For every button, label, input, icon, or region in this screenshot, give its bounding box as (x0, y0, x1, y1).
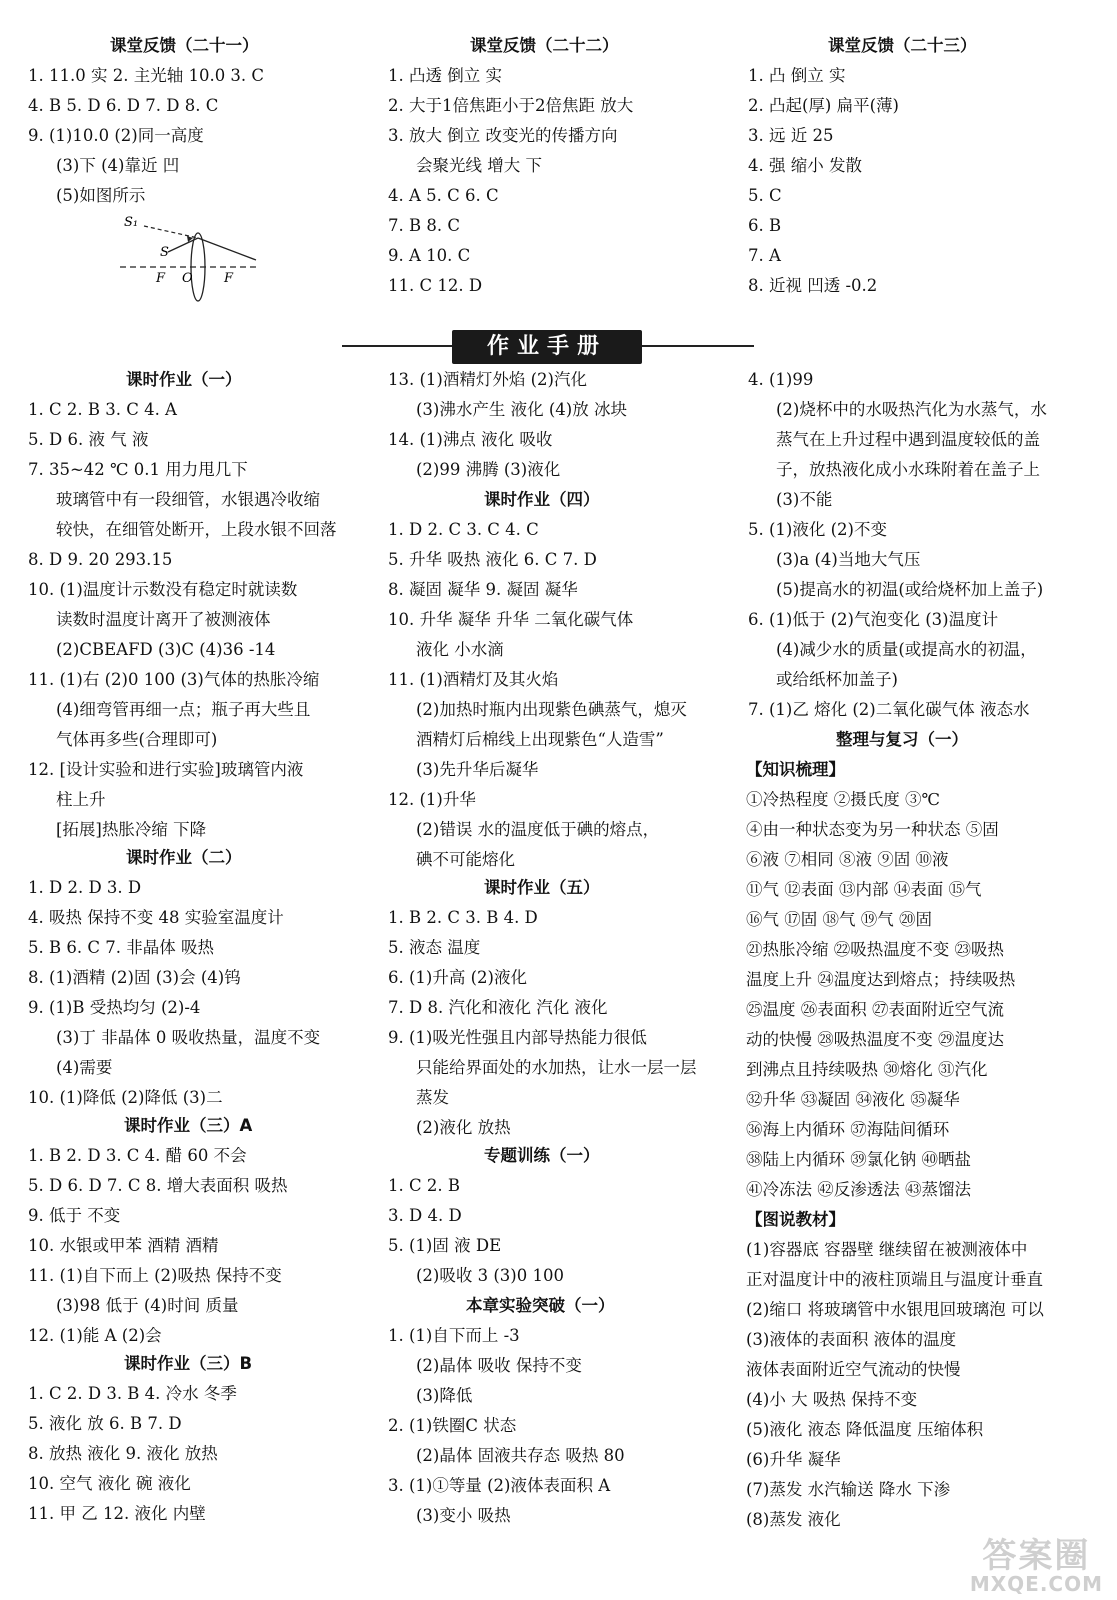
answer-line: 柱上升 (56, 790, 106, 809)
answer-line: (2)液化 放热 (416, 1118, 511, 1137)
answer-line: 玻璃管中有一段细管，水银遇冷收缩 (56, 490, 320, 509)
watermark-url: MXQE.COM (969, 1572, 1103, 1596)
answer-line: 7. D 8. 汽化和液化 汽化 液化 (388, 998, 608, 1017)
answer-line: (3)下 (4)靠近 凹 (56, 156, 180, 175)
refracted-ray (198, 238, 256, 260)
label-o: O (182, 271, 193, 286)
answer-line: 液体表面附近空气流动的快慢 (746, 1360, 961, 1379)
section-heading: 课堂反馈（二十二） (470, 36, 619, 55)
label-f-left: F (156, 271, 166, 286)
answer-line: ㊱海上内循环 ㊲海陆间循环 (746, 1120, 950, 1139)
answer-line: 4. B 5. D 6. D 7. D 8. C (28, 96, 219, 115)
answer-line: 4. 吸热 保持不变 48 实验室温度计 (28, 908, 284, 927)
answer-line: 正对温度计中的液柱顶端且与温度计垂直 (746, 1270, 1043, 1289)
answer-line: 6. (1)升高 (2)液化 (388, 968, 527, 987)
answer-line: 3. (1)①等量 (2)液体表面积 A (388, 1476, 611, 1495)
answer-line: ㉑热胀冷缩 ㉒吸热温度不变 ㉓吸热 (746, 940, 1004, 959)
banner-rule-left (342, 345, 454, 347)
answer-line: 8. 近视 凹透 -0.2 (748, 276, 878, 295)
answer-line: 4. 强 缩小 发散 (748, 156, 862, 175)
answer-line: ㊶冷冻法 ㊷反渗透法 ㊸蒸馏法 (746, 1180, 971, 1199)
section-heading: 【知识梳理】 (746, 760, 845, 779)
answer-line: (3)沸水产生 液化 (4)放 冰块 (416, 400, 627, 419)
answer-line: ㉜升华 ㉝凝固 ㉞液化 ㉟凝华 (746, 1090, 960, 1109)
answer-line: (4)需要 (56, 1058, 113, 1077)
answer-line: 或给纸杯加盖子) (776, 670, 898, 689)
answer-line: 11. 甲 乙 12. 液化 内壁 (28, 1504, 206, 1523)
answer-line: 会聚光线 增大 下 (416, 156, 542, 175)
answer-line: 5. D 6. 液 气 液 (28, 430, 149, 449)
section-heading: 【图说教材】 (746, 1210, 845, 1229)
answer-line: 温度上升 ㉔温度达到熔点；持续吸热 (746, 970, 1016, 989)
answer-line: (2)99 沸腾 (3)液化 (416, 460, 561, 479)
answer-line: 1. B 2. C 3. B 4. D (388, 908, 538, 927)
answer-line: 6. (1)低于 (2)气泡变化 (3)温度计 (748, 610, 999, 629)
answer-line: (4)减少水的质量(或提高水的初温， (776, 640, 1037, 659)
answer-line: 9. (1)B 受热均匀 (2)-4 (28, 998, 201, 1017)
answer-line: 碘不可能熔化 (416, 850, 515, 869)
answer-line: 9. (1)吸光性强且内部导热能力很低 (388, 1028, 647, 1047)
answer-line: 液化 小水滴 (416, 640, 504, 659)
label-s1: S₁ (124, 215, 139, 230)
answer-line: 10. (1)降低 (2)降低 (3)二 (28, 1088, 223, 1107)
answer-line: 7. B 8. C (388, 216, 460, 235)
answer-line: 2. 凸起(厚) 扁平(薄) (748, 96, 899, 115)
answer-line: 8. 放热 液化 9. 液化 放热 (28, 1444, 218, 1463)
answer-line: 2. (1)铁圈C 状态 (388, 1416, 517, 1435)
incident-ray-dashed (144, 226, 198, 238)
answer-line: 1. D 2. D 3. D (28, 878, 142, 897)
answer-line: (5)如图所示 (56, 186, 146, 205)
answer-line: (3)降低 (416, 1386, 473, 1405)
answer-line: (2)晶体 固液共存态 吸热 80 (416, 1446, 625, 1465)
answer-line: ㉕温度 ㉖表面积 ㉗表面附近空气流 (746, 1000, 1004, 1019)
answer-line: (4)细弯管再细一点；瓶子再大些且 (56, 700, 311, 719)
answer-line: 5. 液化 放 6. B 7. D (28, 1414, 182, 1433)
answer-line: 5. 升华 吸热 液化 6. C 7. D (388, 550, 597, 569)
section-heading: 专题训练（一） (484, 1146, 600, 1165)
answer-line: 1. D 2. C 3. C 4. C (388, 520, 539, 539)
answer-line: 11. (1)酒精灯及其火焰 (388, 670, 559, 689)
answer-line: (3)a (4)当地大气压 (776, 550, 921, 569)
answer-line: 10. 水银或甲苯 酒精 酒精 (28, 1236, 219, 1255)
answer-line: 12. (1)能 A (2)会 (28, 1326, 162, 1345)
answer-line: 5. 液态 温度 (388, 938, 481, 957)
lens-ray-diagram (118, 212, 263, 304)
answer-line: (2)晶体 吸收 保持不变 (416, 1356, 582, 1375)
answer-line: 酒精灯后棉线上出现紫色“人造雪” (416, 730, 664, 749)
answer-line: 10. (1)温度计示数没有稳定时就读数 (28, 580, 298, 599)
answer-line: 10. 升华 凝华 升华 二氧化碳气体 (388, 610, 634, 629)
answer-line: (2)缩口 将玻璃管中水银甩回玻璃泡 可以 (746, 1300, 1044, 1319)
answer-line: 14. (1)沸点 液化 吸收 (388, 430, 553, 449)
answer-line: 气体再多些(合理即可) (56, 730, 218, 749)
section-heading: 课时作业（五） (484, 878, 600, 897)
answer-line: ㊳陆上内循环 ㊴氯化钠 ㊵晒盐 (746, 1150, 971, 1169)
answer-line: 蒸气在上升过程中遇到温度较低的盖 (776, 430, 1040, 449)
answer-line: 5. B 6. C 7. 非晶体 吸热 (28, 938, 214, 957)
answer-line: 1. 11.0 实 2. 主光轴 10.0 3. C (28, 66, 265, 85)
answer-line: 1. 凸 倒立 实 (748, 66, 846, 85)
answer-line: 3. D 4. D (388, 1206, 462, 1225)
answer-line: (2)烧杯中的水吸热汽化为水蒸气，水 (776, 400, 1047, 419)
answer-line: 只能给界面处的水加热，让水一层一层 (416, 1058, 697, 1077)
answer-line: 7. (1)乙 熔化 (2)二氧化碳气体 液态水 (748, 700, 1030, 719)
answer-line: 2. 大于1倍焦距小于2倍焦距 放大 (388, 96, 634, 115)
label-f-right: F (224, 271, 234, 286)
answer-line: (3)先升华后凝华 (416, 760, 539, 779)
section-heading: 课时作业（三）B (124, 1354, 253, 1373)
answer-line: 6. B (748, 216, 782, 235)
answer-line: 11. C 12. D (388, 276, 483, 295)
answer-line: 9. A 10. C (388, 246, 471, 265)
answer-line: 1. B 2. D 3. C 4. 醋 60 不会 (28, 1146, 247, 1165)
answer-line: (5)提高水的初温(或给烧杯加上盖子) (776, 580, 1044, 599)
section-heading: 课时作业（一） (126, 370, 242, 389)
answer-line: 5. (1)固 液 DE (388, 1236, 502, 1255)
answer-line: 5. D 6. D 7. C 8. 增大表面积 吸热 (28, 1176, 288, 1195)
answer-line: (2)加热时瓶内出现紫色碘蒸气，熄灭 (416, 700, 687, 719)
answer-line: 11. (1)自下而上 (2)吸热 保持不变 (28, 1266, 282, 1285)
answer-line: 9. 低于 不变 (28, 1206, 121, 1225)
answer-line: (3)98 低于 (4)时间 质量 (56, 1296, 239, 1315)
answer-line: ④由一种状态变为另一种状态 ⑤固 (746, 820, 999, 839)
answer-line: ⑪气 ⑫表面 ⑬内部 ⑭表面 ⑮气 (746, 880, 982, 899)
incident-ray (168, 238, 198, 252)
answer-line: (4)小 大 吸热 保持不变 (746, 1390, 918, 1409)
answer-line: 动的快慢 ㉘吸热温度不变 ㉙温度达 (746, 1030, 1004, 1049)
answer-line: 较快，在细管处断开，上段水银不回落 (56, 520, 337, 539)
answer-line: (3)不能 (776, 490, 833, 509)
answer-line: 5. C (748, 186, 782, 205)
answer-line: 1. (1)自下而上 -3 (388, 1326, 520, 1345)
answer-line: 11. (1)右 (2)0 100 (3)气体的热胀冷缩 (28, 670, 320, 689)
answer-line: (7)蒸发 水汽输送 降水 下渗 (746, 1480, 951, 1499)
column-right (740, 0, 1117, 1600)
answer-line: 9. (1)10.0 (2)同一高度 (28, 126, 204, 145)
answer-line: 7. 35~42 ℃ 0.1 用力甩几下 (28, 460, 248, 479)
answer-line: ①冷热程度 ②摄氏度 ③℃ (746, 790, 940, 809)
answer-line: (6)升华 凝华 (746, 1450, 841, 1469)
section-heading: 课堂反馈（二十三） (828, 36, 977, 55)
answer-line: 13. (1)酒精灯外焰 (2)汽化 (388, 370, 587, 389)
answer-line: 1. C 2. D 3. B 4. 冷水 冬季 (28, 1384, 237, 1403)
section-heading: 本章实验突破（一） (466, 1296, 615, 1315)
answer-line: 4. (1)99 (748, 370, 814, 389)
answer-line: (3)变小 吸热 (416, 1506, 511, 1525)
answer-line: 12. [设计实验和进行实验]玻璃管内液 (28, 760, 304, 779)
column-middle (360, 0, 740, 1600)
answer-line: 读数时温度计离开了被测液体 (56, 610, 271, 629)
answer-line: (1)容器底 容器壁 继续留在被测液体中 (746, 1240, 1028, 1259)
answer-line: 5. (1)液化 (2)不变 (748, 520, 887, 539)
answer-line: 10. 空气 液化 碗 液化 (28, 1474, 191, 1493)
answer-line: 3. 放大 倒立 改变光的传播方向 (388, 126, 618, 145)
answer-line: 到沸点且持续吸热 ㉚熔化 ㉛汽化 (746, 1060, 988, 1079)
watermark-text: 答案圈 (982, 1536, 1091, 1576)
answer-line: 1. C 2. B (388, 1176, 460, 1195)
answer-line: (2)CBEAFD (3)C (4)36 -14 (56, 640, 276, 659)
column-left (0, 0, 360, 1600)
answer-line: (8)蒸发 液化 (746, 1510, 841, 1529)
answer-line: ⑥液 ⑦相同 ⑧液 ⑨固 ⑩液 (746, 850, 949, 869)
answer-line: (5)液化 液态 降低温度 压缩体积 (746, 1420, 984, 1439)
answer-line: 8. 凝固 凝华 9. 凝固 凝华 (388, 580, 578, 599)
answer-line: [拓展]热胀冷缩 下降 (56, 820, 207, 839)
answer-line: (3)丁 非晶体 0 吸收热量，温度不变 (56, 1028, 321, 1047)
banner-rule-right (640, 345, 754, 347)
answer-line: (2)错误 水的温度低于碘的熔点， (416, 820, 660, 839)
answer-line: 子，放热液化成小水珠附着在盖子上 (776, 460, 1040, 479)
answer-line: (2)吸收 3 (3)0 100 (416, 1266, 564, 1285)
answer-line: 7. A (748, 246, 781, 265)
answer-line: 8. (1)酒精 (2)固 (3)会 (4)钨 (28, 968, 241, 987)
answer-line: 1. 凸透 倒立 实 (388, 66, 502, 85)
watermark-logo (970, 1538, 1103, 1594)
answer-line: ⑯气 ⑰固 ⑱气 ⑲气 ⑳固 (746, 910, 932, 929)
section-heading: 课堂反馈（二十一） (110, 36, 259, 55)
answer-line: 蒸发 (416, 1088, 449, 1107)
label-s: S (160, 245, 169, 260)
section-banner: 作业手册 (452, 330, 642, 364)
answer-line: 4. A 5. C 6. C (388, 186, 499, 205)
answer-line: 3. 远 近 25 (748, 126, 834, 145)
section-heading: 课时作业（三）A (124, 1116, 253, 1135)
answer-line: 1. C 2. B 3. C 4. A (28, 400, 177, 419)
answer-line: 12. (1)升华 (388, 790, 476, 809)
section-heading: 课时作业（四） (484, 490, 600, 509)
section-heading: 整理与复习（一） (836, 730, 968, 749)
answer-line: (3)液体的表面积 液体的温度 (746, 1330, 957, 1349)
section-heading: 课时作业（二） (126, 848, 242, 867)
answer-line: 8. D 9. 20 293.15 (28, 550, 173, 569)
